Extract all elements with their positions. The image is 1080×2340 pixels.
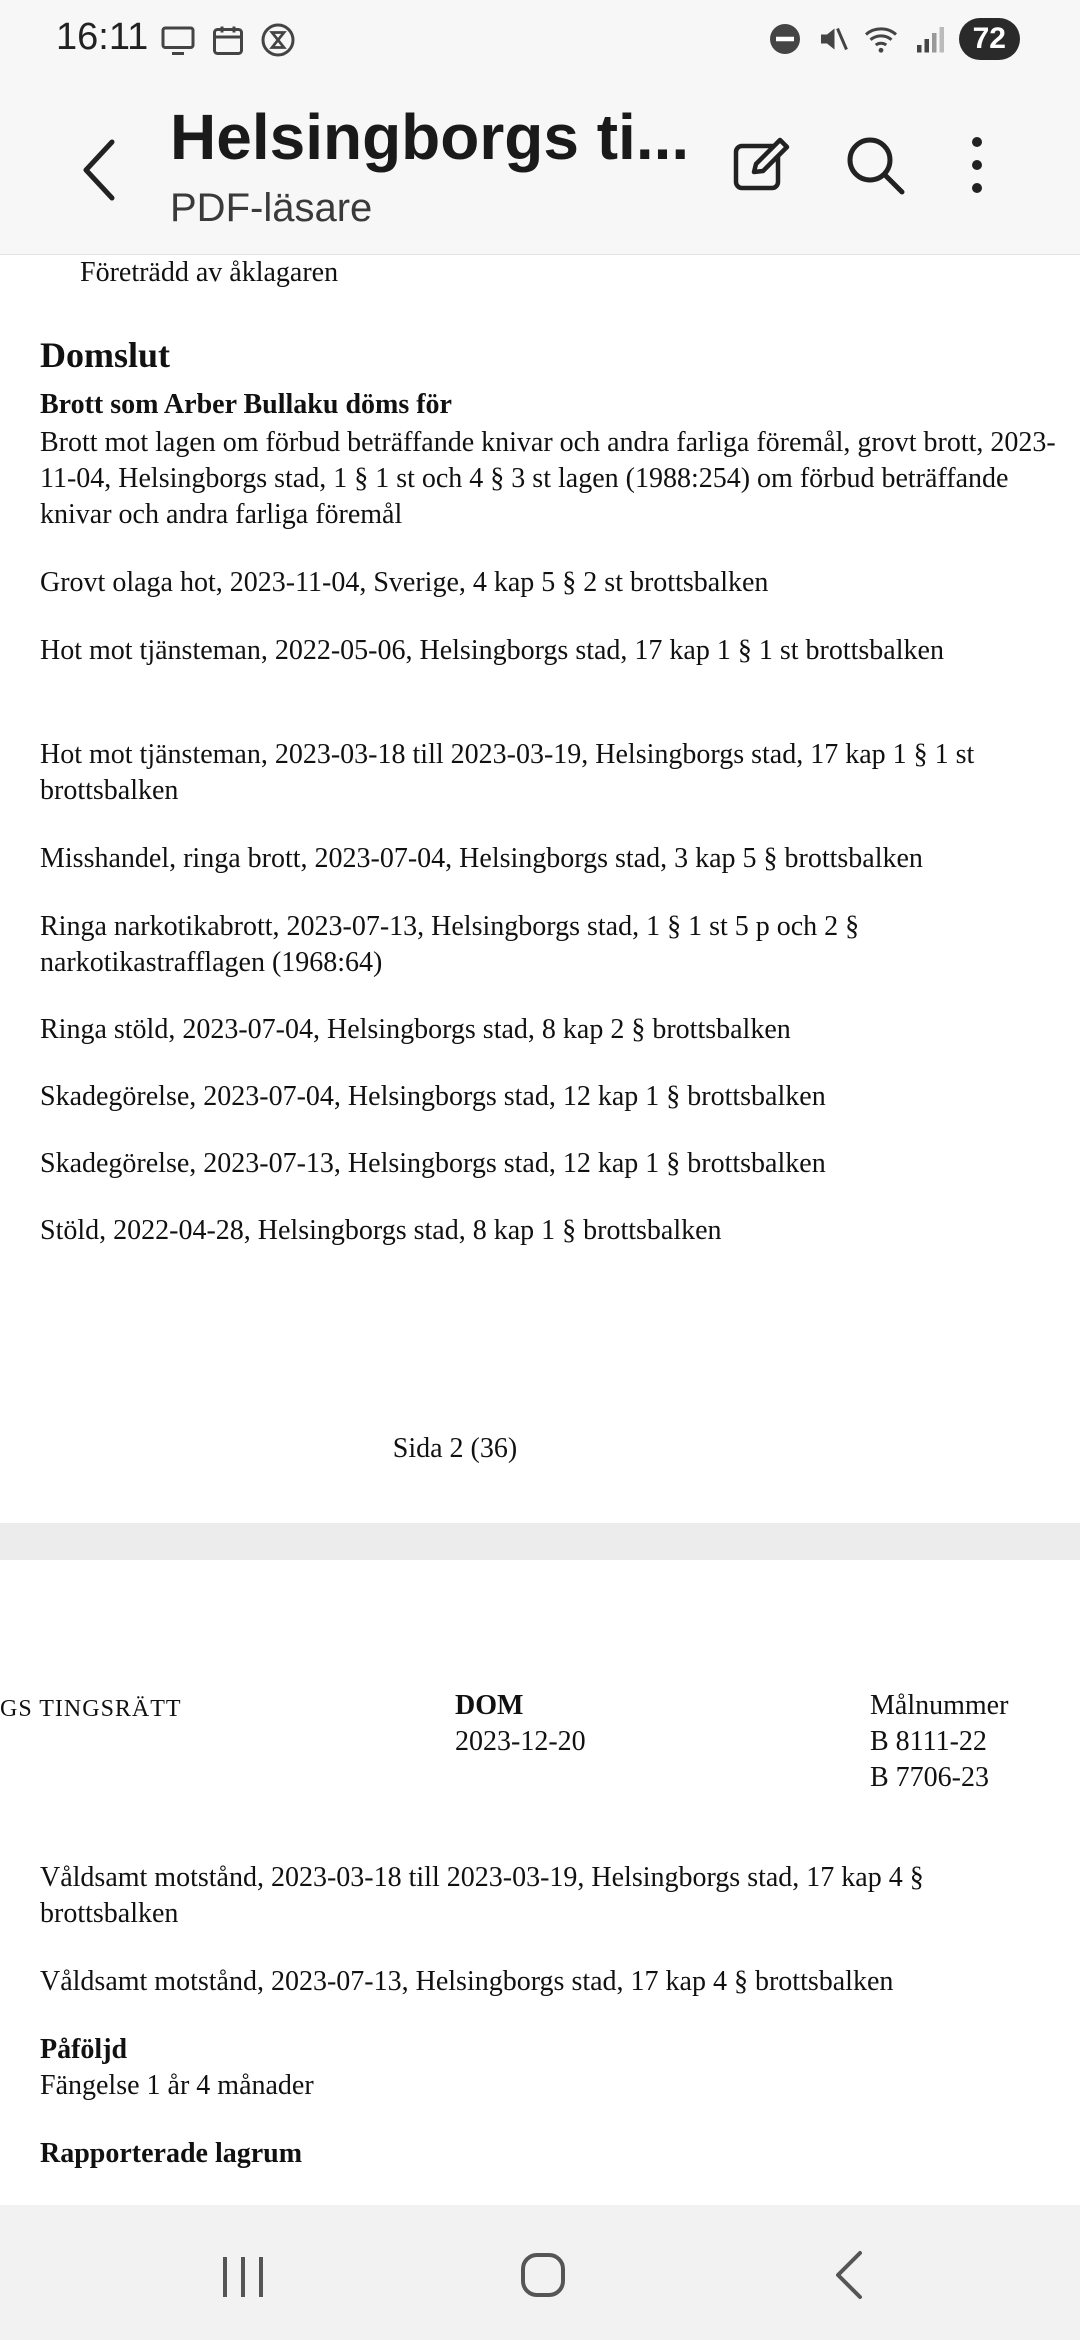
offence-item: Hot mot tjänsteman, 2023-03-18 till 2023-03-19, Helsingborgs stad, 17 kap 1 § 1 st brottsbalken: [40, 739, 975, 806]
offence-item: Brott mot lagen om förbud beträffande knivar och andra farliga föremål, grovt brott, 2023-11-04, Helsingborgs stad, 1 § 1 st och 4 § 3 st lagen (1988:254) om förbud beträffande knivar och andra farliga föremål: [40, 427, 1056, 530]
section-heading-penalty: Påföljd: [40, 2034, 128, 2065]
section-heading-domslut: Domslut: [40, 335, 171, 375]
pdf-page-3: [0, 1560, 1080, 2205]
calendar-icon: [210, 22, 246, 58]
search-icon[interactable]: [840, 130, 910, 200]
more-vert-icon[interactable]: [950, 130, 1020, 200]
represented-by-line: Företrädd av åklagaren: [80, 257, 339, 288]
wifi-icon: [863, 21, 899, 57]
case-number-label: Målnummer: [870, 1690, 1009, 1721]
status-bar: [0, 0, 1080, 80]
signal-icon: [911, 21, 947, 57]
battery-indicator: 72: [959, 18, 1020, 60]
case-number: B 8111-22: [870, 1726, 987, 1757]
hourglass-icon: [260, 22, 296, 58]
penalty-text: Fängelse 1 år 4 månader: [40, 2070, 314, 2101]
offence-item: Ringa stöld, 2023-07-04, Helsingborgs stad, 8 kap 2 § brottsbalken: [40, 1014, 791, 1045]
offence-item: Skadegörelse, 2023-07-04, Helsingborgs stad, 12 kap 1 § brottsbalken: [40, 1081, 826, 1112]
mute-icon: [815, 21, 851, 57]
case-number: B 7706-23: [870, 1762, 989, 1793]
offence-item: Våldsamt motstånd, 2023-03-18 till 2023-03-19, Helsingborgs stad, 17 kap 4 § brottsbalken: [40, 1862, 924, 1929]
offence-item: Grovt olaga hot, 2023-11-04, Sverige, 4 kap 5 § 2 st brottsbalken: [40, 567, 769, 598]
page-number: Sida 2 (36): [392, 1433, 518, 1464]
section-heading-reported-laws: Rapporterade lagrum: [40, 2138, 303, 2169]
pdf-viewer[interactable]: [0, 255, 1080, 2205]
offence-item: Hot mot tjänsteman, 2022-05-06, Helsingborgs stad, 17 kap 1 § 1 st brottsbalken: [40, 635, 944, 666]
offence-item: Våldsamt motstånd, 2023-07-13, Helsingborgs stad, 17 kap 4 § brottsbalken: [40, 1966, 894, 1997]
document-date: 2023-12-20: [455, 1726, 586, 1757]
recent-apps-icon[interactable]: [203, 2235, 283, 2315]
do-not-disturb-icon: [767, 21, 803, 57]
offence-item: Skadegörelse, 2023-07-13, Helsingborgs stad, 12 kap 1 § brottsbalken: [40, 1148, 826, 1179]
document-type: DOM: [455, 1690, 524, 1721]
edit-icon[interactable]: [726, 130, 796, 200]
document-title: Helsingborgs ti...: [170, 101, 690, 173]
court-name: GS TINGSRÄTT: [0, 1696, 182, 1722]
app-subtitle: PDF-läsare: [170, 186, 373, 230]
subheading-offences: Brott som Arber Bullaku döms för: [40, 389, 452, 420]
offence-item: Ringa narkotikabrott, 2023-07-13, Helsingborgs stad, 1 § 1 st 5 p och 2 § narkotikastrafflagen (1968:64): [40, 911, 860, 978]
monitor-icon: [160, 22, 196, 58]
back-nav-icon[interactable]: [808, 2235, 888, 2315]
system-nav-bar: [0, 2205, 1080, 2340]
offence-item: Misshandel, ringa brott, 2023-07-04, Helsingborgs stad, 3 kap 5 § brottsbalken: [40, 843, 923, 874]
home-icon[interactable]: [503, 2235, 583, 2315]
offence-item: Stöld, 2022-04-28, Helsingborgs stad, 8 kap 1 § brottsbalken: [40, 1215, 722, 1246]
back-arrow-icon[interactable]: [70, 130, 130, 210]
app-bar: [0, 80, 1080, 255]
status-time: 16:11: [56, 16, 149, 58]
pdf-page-2: [0, 255, 1080, 1523]
